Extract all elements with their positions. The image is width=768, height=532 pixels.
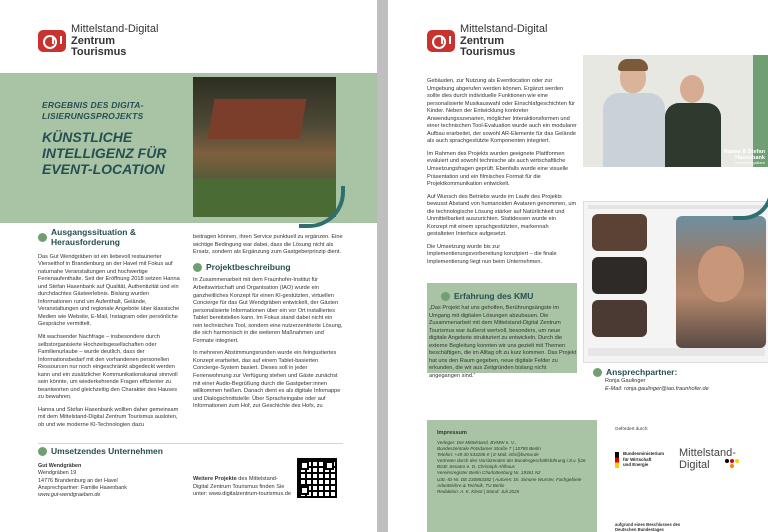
impressum-line: Bundeszentrale Potsdamer Straße 7 | 10785 Berlin [437, 445, 541, 451]
person-hair [618, 59, 648, 71]
qr-code[interactable] [297, 458, 337, 498]
ministry-name [623, 451, 664, 468]
paragraph: Mit wachsender Nachfrage – insbesondere durch selbstorganisierte Hochzeitsgesellschaften oder Familienurlaube – wurde deutlich, dass der Informationsbedarf mit den vorhandenen personellen Ressourcen nur noch eingeschränkt abgedeckt werden kann und ein zusätzlicher Kommunikationskanal sinnvoll sein könnte, um wiederkehrende Fragen effizienter zu beantworten und gleichzeitig den Charakter des Hauses zu bewahren. [38, 334, 178, 401]
paragraph: In Zusammenarbeit mit dem Fraunhofer-Institut für Arbeitswirtschaft und Organisation (IAO) wurde ein ganzheitliches Konzept für einen KI-gestützten, virtuellen Concierge für das Gut Wendgräben entwickelt, der Gästen personalisierte Informationen über ein vor Ort installiertes Tablet bereitstellen kann. Im Fokus stand dabei nicht ein rein technisches Tool, sondern eine nutzerzentrierte Lösung, die sich harmonisch in die weiteren Maßnahmen und Formate integriert. [193, 277, 343, 344]
company-name: Gut Wendgräben [38, 463, 82, 469]
paragraph: Auf Wunsch des Betriebs wurde im Laufe des Projekts bewusst Abstand von humanoiden Avataren genommen, um die technologische Lösung stärker auf Natürlichkeit und Unmittelbarkeit auszurichten. Stattdessen wurde ein Konzept mit einem sprachgestützten, markennah gestalteten Interface aufgesetzt. [427, 193, 577, 238]
divider [38, 443, 343, 444]
screenshot-controls [588, 348, 765, 356]
impressum-line: USt.-ID-Nr. DE 230883382 | Autoren: Dr. Simone Wurster, Fachgebiete Arbeitslehre & Technik, TU Berlin [437, 476, 582, 488]
avatar-thumb [592, 300, 647, 337]
section-icon [193, 263, 202, 272]
contact-title-text: Ansprechpartner: [606, 367, 678, 377]
weitere-rest: des Mittelstand-Digital Zentrum Tourismus finden Sie unter: www.digitalzentrum-tourismus.de [193, 476, 291, 498]
photo-roof [207, 99, 306, 139]
company-line: 14776 Brandenburg an der Havel [38, 477, 118, 484]
logo-icon [427, 30, 455, 52]
erfahrung-title-text: Erfahrung des KMU [454, 291, 534, 301]
col2-intro [193, 234, 343, 257]
paragraph: In mehreren Abstimmungsrunden wurde ein feingustiertes Konzept erarbeitet, das auf einem Tablet-basierten Concierge-System basiert. Dieses soll in jeder Ferienwohnung zur Verfügung stehen und Gäste zunächst mit einer Audio-Begrüßung durch die Gastgeber:innen willkommen heißen. Danach dient es als digitale Infomappe und Dialogschnittstelle: Über Spracheingabe oder auf Informationen zum Hof, zur Geschichte des Hofs, zu [193, 350, 341, 410]
dot [725, 459, 729, 463]
gefoerdert-label: Gefördert durch: [615, 426, 649, 431]
section2-title-text: Projektbeschreibung [206, 261, 291, 272]
impressum-line: Vertreten durch den Vorsitzenden der Bundesgeschäftsführung i.S.v. §26 BGB: Senator e. D. Christoph Ahlhaus [437, 458, 586, 470]
section1-title-line1: Ausgangssituation & [51, 227, 137, 237]
paragraph: Hanna und Stefan Hasenbank wollten daher gemeinsam mit dem Mittelstand-Digital Zentrum Tourismus ausloten, ob und wie moderne KI-Technologien dazu [38, 406, 179, 429]
company-info [38, 463, 188, 499]
dot [735, 459, 739, 463]
section2-body [193, 277, 343, 410]
zentrum-logo [38, 24, 158, 59]
section1-title-line2: Herausforderung [51, 236, 120, 247]
paragraph: Das Gut Wendgräben ist ein liebevoll restaurierter Vierseithof in Brandenburg an der Havel mit Fokus auf naturnahe Veranstaltungen und hochwertige Ferienaufenthalte. Seit der Eröffnung 2018 setzen Hanna und Stefan Hasenbank auf Qualität, Authentizität und ein durchdachtes Gästeerlebnis. Bislang wurden Informationen rund um Aufenthalt, Gelände, Veranstaltungen und regionale Angebote über klassische Medien wie Website, E-Mail, Instagram oder persönliche Gespräche vermittelt. [38, 253, 180, 328]
dot [730, 459, 734, 463]
left-page [0, 0, 377, 532]
person-stefan [603, 59, 665, 167]
zentrum-logo [427, 24, 547, 59]
avatar-main [676, 216, 766, 348]
logo-icon [38, 30, 66, 52]
paragraph: Gebäuden, zur Nutzung als Eventlocation oder zur Umgebung abgerufen werden können. Ergänzt werden sollte dies durch individuelle Funktionen wie eine personalisierte Musikauswahl oder Einschlafgeschichten für Kinder. Neben der Entwicklung konkreter Anwendungsszenarien, möglicher Interaktionsformen und einer technischen Tool-Evaluation wurde auch ein modularer Aufbau erarbeitet, der sowohl AR-Elemente für das Gelände als auch sprachgestützte Komponenten integriert. [427, 78, 577, 145]
column-left [38, 228, 184, 435]
contact-person [593, 368, 763, 392]
avatar-screenshot [583, 201, 768, 363]
photo-caption [700, 149, 765, 166]
avatar-face [698, 246, 744, 302]
logo-line-3: Tourismus [71, 46, 127, 59]
paragraph: beitragen können, ihren Service punktuell zu ergänzen. Eine wichtige Bedingung war dabei, dass die Lösung nicht als Ersatz, sondern als Ergänzung zum Gastgeberprinzip dient. [193, 234, 343, 256]
ministry-line: Bundesministerium [623, 451, 664, 456]
german-flag-icon [615, 452, 619, 468]
section-icon [593, 368, 602, 377]
person-body [603, 93, 665, 167]
logo-line-3: Tourismus [460, 46, 516, 59]
impressum-box [427, 420, 597, 532]
contact-name: Ronja Gaulinger [605, 377, 646, 384]
weitere-projekte [193, 476, 293, 499]
section1-body [38, 254, 184, 430]
mdg-line-2: Digital [679, 458, 710, 471]
logo-line-2: Zentrum [71, 34, 115, 47]
bundestag-note: aufgrund eines Beschlusses des Deutschen Bundestages [615, 522, 681, 532]
contact-email[interactable]: E-Mail: ronja.gaulinger@iao.fraunhofer.de [605, 385, 709, 392]
testimonial-quote: „Das Projekt hat uns geholfen, Berührungsängste im Umgang mit digitalen Lösungen abzubauen. Die Zusammenarbeit mit dem Mittelstand-Digital Zentrum Tourismus war äußerst wertvoll, besonders, um neue digitale Angebote strukturiert zu entwickeln. Durch die externe Begleitung konnten wir uns gezielt mit Themen beschäftigen, die im Alltag oft zu kurz kommen. Das Projekt hat uns den Raum gegeben, neue digitale Felder zu erkunden, die wir aus Zeitgründen bislang nicht angegangen sind.“ [429, 305, 577, 379]
headline: KÜNSTLICHE INTELLIGENZ FÜR EVENT-LOCATION [42, 129, 167, 178]
impressum-line: Redaktion: A. K. Kleist | Stand: Juli 2025 [437, 489, 520, 495]
qr-finder [300, 486, 309, 495]
section-unternehmen-title [38, 447, 163, 457]
company-line: Ansprechpartner: Familie Hasenbank [38, 484, 127, 491]
section-erfahrung-title [441, 292, 533, 302]
section3-title-text: Umsetzendes Unternehmen [51, 446, 163, 456]
section-ausgangssituation-title [38, 228, 184, 248]
logo-line-1: Mittelstand-Digital [71, 23, 159, 35]
person-head [680, 75, 704, 103]
impressum-text [437, 430, 589, 495]
contact-title [593, 368, 763, 378]
qr-finder [325, 461, 334, 470]
ministry-line: für Wirtschaft [623, 456, 652, 462]
section-icon [38, 233, 47, 242]
paragraph: Die Umsetzung wurde bis zur Implementierungsvorbereitung konzipiert – die finale Implementierung liegt nun beim Unternehmen. [427, 243, 557, 266]
impressum-title: Impressum [437, 430, 467, 436]
ministry-logo [615, 448, 681, 532]
column-right [193, 234, 343, 416]
avatar-thumb [592, 214, 647, 251]
section-icon [441, 292, 450, 301]
logo-line-1: Mittelstand-Digital [460, 23, 548, 35]
company-website[interactable]: www.gut-wendgraeben.de [38, 492, 101, 499]
kicker: ERGEBNIS DES DIGITA-LISIERUNGSPROJEKTS [42, 100, 144, 121]
caption-names: Hanna & Stefan Hasenbank [723, 149, 765, 162]
company-line: Wendgräben 19 [38, 470, 77, 477]
section-projekt-title [193, 263, 343, 273]
mdg-dots-icon [725, 459, 739, 469]
qr-finder [300, 461, 309, 470]
hero-title [42, 100, 172, 178]
section-icon [38, 447, 47, 456]
caption-sub: Gut Wendgräben [734, 160, 765, 166]
owners-photo [583, 55, 768, 167]
ministry-line: und Energie [623, 462, 649, 467]
logo-line-2: Zentrum [460, 34, 504, 47]
paragraph: Im Rahmen des Projekts wurden geeignete Plattformen evaluiert und sowohl technische als auch wirtschaftliche Umsetzungsfragen geprüft. Ebenfalls wurde eine visuelle Präsentation und ein filmisches Format für die Projektkommunikation entwickelt. [427, 150, 569, 188]
impressum-line: Verleger: Der Mittelstand, BVMW e. V., [437, 439, 517, 445]
dot [730, 464, 734, 468]
impressum-line: Telefon: +49 30 533206-0 | E-Mail: info@bvmw.de [437, 451, 539, 457]
mdg-line-1: Mittelstand- [679, 447, 736, 459]
impressum-line: Vereinsregister Berlin Charlottenburg Nr. 19361 Nz [437, 470, 541, 476]
funding-logos [613, 418, 763, 530]
right-body [427, 78, 577, 272]
avatar-thumb [592, 257, 647, 294]
weitere-bold: Weitere Projekte [193, 476, 237, 482]
right-page [388, 0, 768, 532]
